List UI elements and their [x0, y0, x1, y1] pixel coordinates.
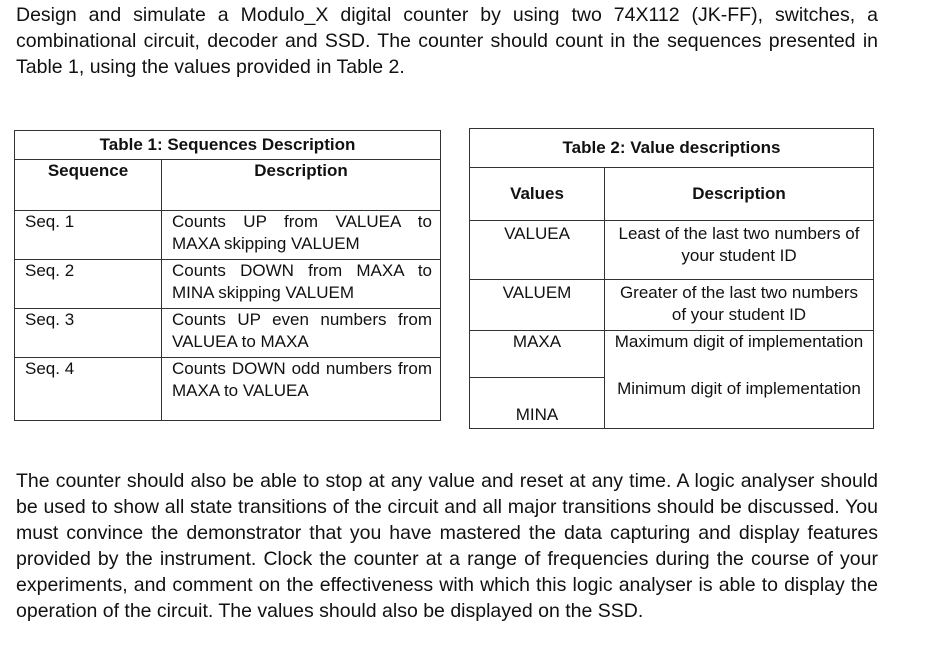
value-cell: VALUEM: [470, 280, 605, 331]
table1-header-sequence: Sequence: [15, 160, 162, 211]
table1-caption: Table 1: Sequences Description: [15, 131, 441, 160]
description-cell: Counts DOWN odd numbers from MAXA to VALUEA: [162, 358, 441, 421]
value-cell: MINA: [470, 378, 605, 429]
values-table: [469, 128, 874, 429]
description-cell: Counts UP even numbers from VALUEA to MAXA: [162, 309, 441, 358]
sequence-cell: Seq. 1: [15, 211, 162, 260]
table-row: [15, 211, 441, 260]
table-row: [470, 221, 874, 280]
value-cell: MAXA: [470, 331, 605, 378]
description-cell: Counts UP from VALUEA to MAXA skipping VALUEM: [162, 211, 441, 260]
value-description-cell: Maximum digit of implementation: [605, 331, 874, 378]
value-description-cell: Minimum digit of implementation: [605, 378, 874, 429]
description-cell: Counts DOWN from MAXA to MINA skipping VALUEM: [162, 260, 441, 309]
sequence-cell: Seq. 4: [15, 358, 162, 421]
sequence-cell: Seq. 2: [15, 260, 162, 309]
table-row: [470, 280, 874, 331]
table2-header-values: Values: [470, 168, 605, 221]
requirements-paragraph: The counter should also be able to stop at any value and reset at any time. A logic analyser should be used to show all state transitions of the circuit and all major transitions should be discussed. You must convince the demonstrator that you have mastered the data capturing and display features provided by the instrument. Clock the counter at a range of frequencies during the course of your experiments, and comment on the effectiveness with which this logic analyser is able to display the operation of the circuit. The values should also be displayed on the SSD.: [16, 470, 878, 622]
table-row: [15, 260, 441, 309]
value-description-cell: Greater of the last two numbers of your student ID: [605, 280, 874, 331]
value-description-cell: Least of the last two numbers of your student ID: [605, 221, 874, 280]
value-cell: VALUEA: [470, 221, 605, 280]
sequence-cell: Seq. 3: [15, 309, 162, 358]
table1-header-description: Description: [162, 160, 441, 211]
table-row: [470, 331, 874, 378]
table-row: [470, 378, 874, 429]
table-row: [15, 309, 441, 358]
intro-paragraph: Design and simulate a Modulo_X digital counter by using two 74X112 (JK-FF), switches, a combinational circuit, decoder and SSD. The counter should count in the sequences presented in Table 1, using the values provided in Table 2.: [16, 4, 878, 78]
sequences-table: [14, 130, 441, 421]
table2-caption: Table 2: Value descriptions: [470, 129, 874, 168]
table-row: [15, 358, 441, 421]
table2-header-description: Description: [605, 168, 874, 221]
